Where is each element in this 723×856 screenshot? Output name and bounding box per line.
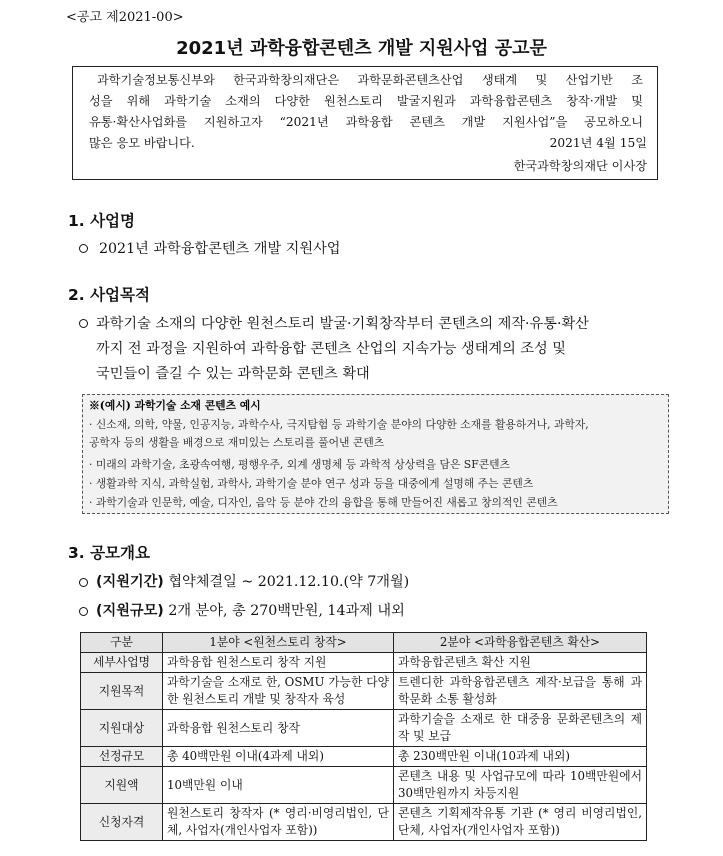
table-header: 구분 <box>81 633 163 653</box>
table-cell: 과학융합 원천스토리 창작 <box>163 710 394 747</box>
purpose-line-2: 까지 전 과정을 지원하여 과학융합 콘텐츠 산업의 지속가능 생태계의 조성 및 <box>96 341 566 357</box>
table-cell: 10백만원 이내 <box>163 767 394 804</box>
document-title: 2021년 과학융합콘텐츠 개발 지원사업 공고문 <box>176 38 547 59</box>
example-line: · 과학기술과 인문학, 예술, 디자인, 음악 등 분야 간의 융합을 통해 만들어진 새롭고 창의적인 콘텐츠 <box>89 496 558 509</box>
table-cell: 콘텐츠 기획제작유통 기관 (* 영리 비영리법인, 단체, 사업자(개인사업자 포함)) <box>394 804 647 841</box>
table-cell: 트렌디한 과학융합콘텐츠 제작·보급을 통해 과학문화 소통 활성화 <box>394 673 647 710</box>
support-period-label: (지원기간) <box>96 574 164 590</box>
table-cell: 원천스토리 창작자 (* 영리·비영리법인, 단체, 사업자(개인사업자 포함)) <box>163 804 394 841</box>
example-box <box>82 394 669 514</box>
overview-table <box>80 632 647 841</box>
table-row <box>81 673 647 710</box>
example-line: 공학자 등의 생활을 배경으로 재미있는 스토리를 풀어낸 콘텐츠 <box>89 436 385 449</box>
support-scale-value: 2개 분야, 총 270백만원, 14과제 내외 <box>168 603 405 619</box>
row-label: 지원액 <box>81 767 163 804</box>
example-title: ※(예시) 과학기술 소재 콘텐츠 예시 <box>89 399 261 412</box>
table-cell: 과학기술을 소재로 한, OSMU 가능한 다양한 원천스토리 개발 및 창작자 육성 <box>163 673 394 710</box>
table-row <box>81 804 647 841</box>
table-header-row <box>81 633 647 653</box>
table-cell: 과학기술을 소재로 한 대중융 문화콘텐츠의 제작 및 보급 <box>394 710 647 747</box>
example-line: · 신소재, 의학, 약물, 인공지능, 과학수사, 극지탐험 등 과학기술 분야의 다양한 소재를 활용하거나, 과학자, <box>89 418 589 431</box>
table-cell: 총 40백만원 이내(4과제 내외) <box>163 747 394 767</box>
section-3-heading: 3. 공모개요 <box>68 544 150 562</box>
section-1-heading: 1. 사업명 <box>68 212 135 230</box>
intro-line-3: 유통·확산사업화를 지원하고자 “2021년 과학융합 콘텐츠 개발 지원사업”을 공모하오니 <box>89 115 643 129</box>
table-row <box>81 653 647 673</box>
table-row <box>81 767 647 804</box>
row-label: 세부사업명 <box>81 653 163 673</box>
table-row <box>81 710 647 747</box>
bullet-circle-icon <box>79 578 88 587</box>
bullet-circle-icon <box>79 319 88 328</box>
notice-number: <공고 제2021-00> <box>66 10 184 25</box>
example-line: · 생활과학 지식, 과학실험, 과학사, 과학기술 분야 연구 성과 등을 대중에게 설명해 주는 콘텐츠 <box>89 477 534 490</box>
intro-line-4: 많은 응모 바랍니다. <box>89 136 195 150</box>
row-label: 지원목적 <box>81 673 163 710</box>
bullet-circle-icon <box>79 244 88 253</box>
support-period-value: 협약체결일 ~ 2021.12.10.(약 7개월) <box>168 574 410 590</box>
table-cell: 과학융합콘텐츠 확산 지원 <box>394 653 647 673</box>
row-label: 신청자격 <box>81 804 163 841</box>
issuer: 한국과학창의재단 이사장 <box>513 159 647 173</box>
table-row <box>81 747 647 767</box>
notice-date: 2021년 4월 15일 <box>549 136 647 150</box>
support-scale <box>96 600 405 620</box>
bullet-circle-icon <box>79 607 88 616</box>
intro-box <box>72 66 658 180</box>
example-line: · 미래의 과학기술, 초광속여행, 평행우주, 외계 생명체 등 과학적 상상력을 담은 SF콘텐츠 <box>89 458 510 471</box>
section-1-item: 2021년 과학융합콘텐츠 개발 지원사업 <box>99 241 341 257</box>
table-cell: 콘텐츠 내용 및 사업규모에 따라 10백만원에서 30백만원까지 차등지원 <box>394 767 647 804</box>
intro-line-1: 과학기술정보통신부와 한국과학창의재단은 과학문화콘텐츠산업 생태계 및 산업기반 조 <box>97 73 643 87</box>
table-cell: 총 230백만원 이내(10과제 내외) <box>394 747 647 767</box>
support-period <box>96 571 409 591</box>
intro-line-2: 성을 위해 과학기술 소재의 다양한 원천스토리 발굴지원과 과학융합콘텐츠 창작·개발 및 <box>89 94 643 108</box>
purpose-line-3: 국민들이 즐길 수 있는 과학문화 콘텐츠 확대 <box>96 366 370 382</box>
table-header: 2분야 <과학융합콘텐츠 확산> <box>394 633 647 653</box>
row-label: 지원대상 <box>81 710 163 747</box>
table-header: 1분야 <원천스토리 창작> <box>163 633 394 653</box>
table-cell: 과학융합 원천스토리 창작 지원 <box>163 653 394 673</box>
section-2-heading: 2. 사업목적 <box>68 286 150 304</box>
support-scale-label: (지원규모) <box>96 603 164 619</box>
row-label: 선정규모 <box>81 747 163 767</box>
purpose-line-1: 과학기술 소재의 다양한 원천스토리 발굴·기획창작부터 콘텐츠의 제작·유통·확산 <box>96 316 589 332</box>
